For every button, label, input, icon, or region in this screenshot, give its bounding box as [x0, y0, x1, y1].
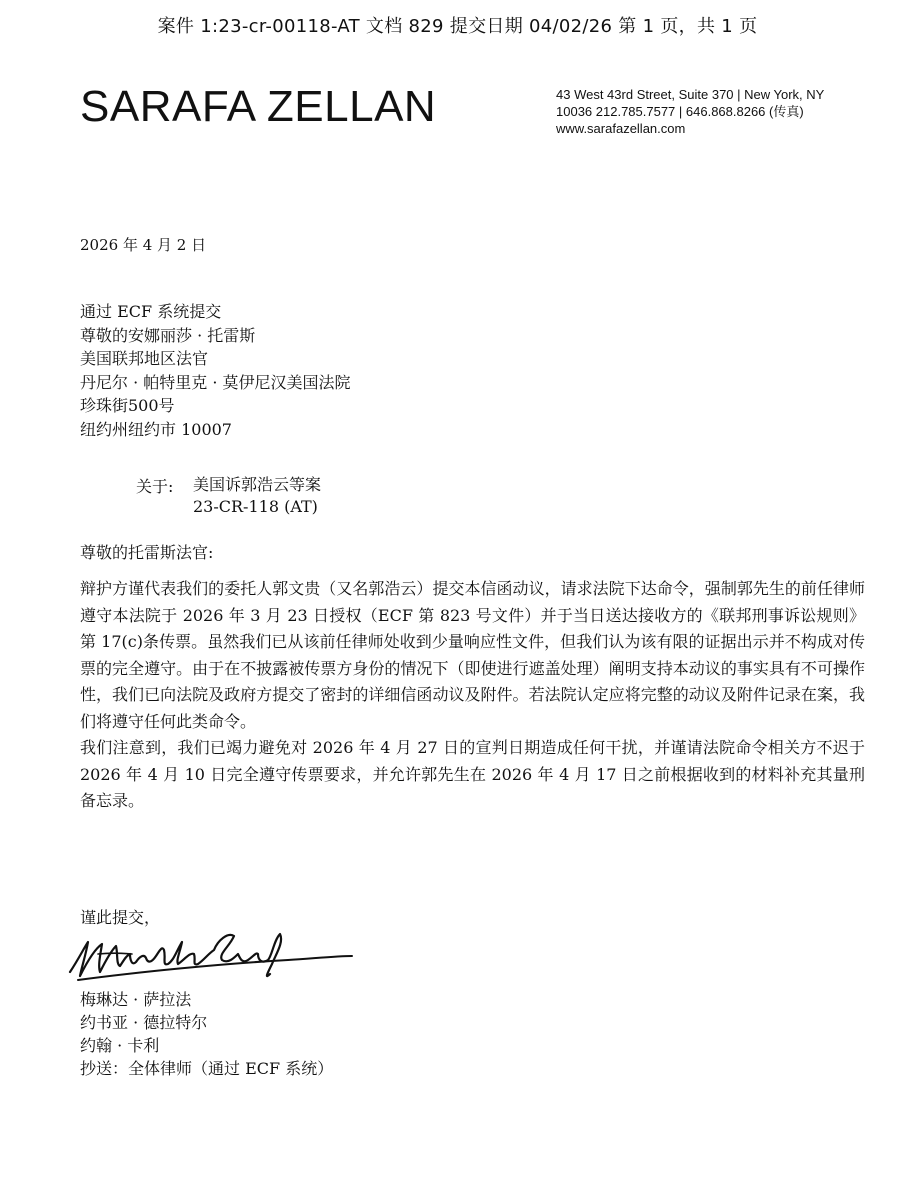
address-line: 10036 212.785.7577 | 646.868.8266 (传真) [556, 104, 804, 119]
cc-line: 抄送：全体律师（通过 ECF 系统） [80, 1059, 334, 1078]
addressee-line: 丹尼尔 · 帕特里克 · 莫伊尼汉美国法院 [80, 372, 351, 392]
case-number: 23-CR-118 (AT) [193, 497, 318, 516]
signer-name: 梅琳达 · 萨拉法 [80, 990, 192, 1009]
case-name: 美国诉郭浩云等案 [193, 475, 322, 494]
signers-block [80, 988, 333, 1080]
re-block [193, 474, 321, 518]
addressee-line: 美国联邦地区法官 [80, 349, 209, 368]
firm-address [556, 86, 876, 137]
salutation: 尊敬的托雷斯法官: [80, 543, 214, 562]
addressee-line: 纽约州纽约市 10007 [80, 419, 232, 439]
filing-stamp: 案件 1:23-cr-00118-AT 文档 829 提交日期 04/02/26 第 1 页，共 1 页 [157, 16, 758, 37]
addressee-block [80, 300, 351, 441]
signer-name: 约书亚 · 德拉特尔 [80, 1013, 208, 1032]
signature-graphic [58, 920, 358, 990]
firm-website: www.sarafazellan.com [556, 121, 686, 136]
firm-logo: SARAFA ZELLAN [80, 82, 437, 131]
addressee-line: 尊敬的安娜丽莎 · 托雷斯 [80, 325, 256, 345]
handwritten-signature [58, 920, 358, 994]
closing: 谨此提交， [80, 908, 161, 927]
address-line: 43 West 43rd Street, Suite 370 | New York, NY [556, 87, 825, 102]
addressee-line: 珍珠街500号 [80, 396, 175, 415]
re-label: 关于: [136, 477, 174, 496]
addressee-line: 通过 ECF 系统提交 [80, 302, 222, 321]
signer-name: 约翰 · 卡利 [80, 1036, 160, 1055]
letter-date: 2026 年 4 月 2 日 [80, 236, 207, 254]
body-paragraph: 辩护方谨代表我们的委托人郭文贵（又名郭浩云）提交本信函动议，请求法院下达命令，强制郭先生的前任律师遵守本法院于 2026 年 3 月 23 日授权（ECF 第 823 号文件）并于当日送达接收方的《联邦刑事诉讼规则》第 17(c)条传票。虽然我们已从该前任律师处收到少量响应性文件，但我们认为该有限的证据出示并不构成对传票的完全遵守。由于在不披露被传票方身份的情况下（即使进行遮盖处理）阐明支持本动议的事实具有不可操作性，我们已向法院及政府方提交了密封的详细信函动议及附件。若法院认定应将完整的动议及附件记录在案，我们将遵守任何此类命令。 [80, 579, 865, 731]
body-paragraph: 我们注意到，我们已竭力避免对 2026 年 4 月 27 日的宣判日期造成任何干扰，并谨请法院命令相关方不迟于 2026 年 4 月 10 日完全遵守传票要求，并允许郭先生在 2026 年 4 月 17 日之前根据收到的材料补充其量刑备忘录。 [80, 738, 865, 810]
letter-body [80, 576, 865, 815]
